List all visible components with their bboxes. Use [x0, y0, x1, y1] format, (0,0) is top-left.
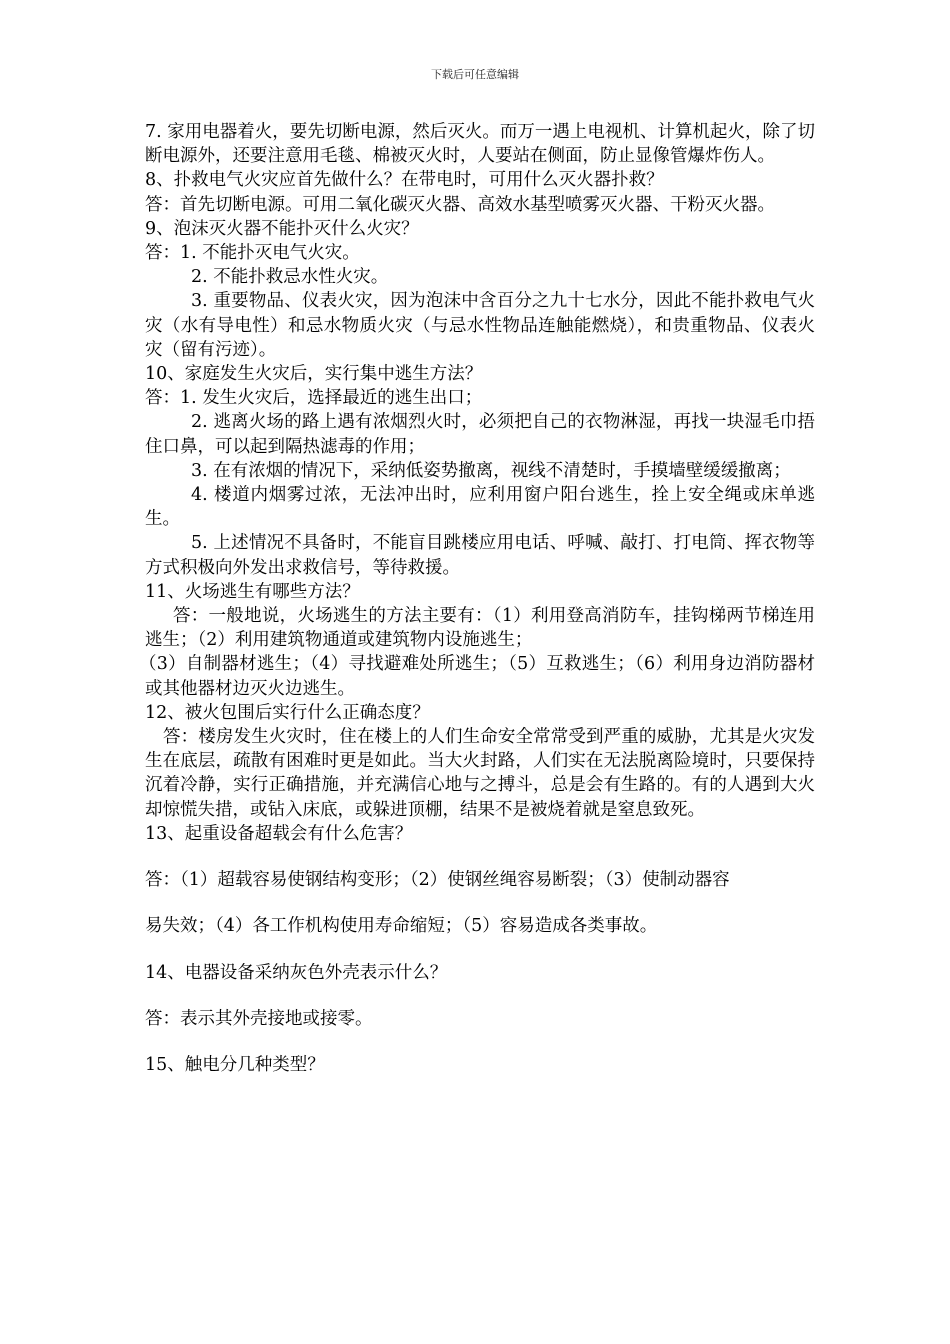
- paragraph: 8、扑救电气火灾应首先做什么？在带电时，可用什么灭火器扑救？: [145, 170, 664, 191]
- paragraph: 14、电器设备采纳灰色外壳表示什么？: [145, 962, 448, 983]
- paragraph: 易失效；（4）各工作机构使用寿命缩短；（5）容易造成各类事故。: [145, 916, 658, 937]
- paragraph: 答：1. 发生火灾后，选择最近的逃生出口；: [145, 388, 483, 409]
- paragraph: 答：（1）超载容易使钢结构变形；（2）使钢丝绳容易断裂；（3）使制动器容: [145, 870, 730, 891]
- paragraph: 11、火场逃生有哪些方法？: [145, 581, 360, 602]
- paragraph: 12、被火包围后实行什么正确态度？: [145, 702, 430, 723]
- paragraph: 2. 逃离火场的路上遇有浓烟烈火时，必须把自己的衣物淋湿，再找一块湿毛巾捂住口鼻，可以起到隔热滤毒的作用；: [145, 412, 815, 457]
- paragraph: 答：表示其外壳接地或接零。: [145, 1008, 373, 1029]
- paragraph: 4. 楼道内烟雾过浓，无法冲出时，应利用窗户阳台逃生，拴上安全绳或床单逃生。: [145, 485, 815, 530]
- paragraph: （3）自制器材逃生；（4）寻找避难处所逃生；（5）互救逃生；（6）利用身边消防器材或其他器材边灭火边逃生。: [139, 654, 815, 699]
- paragraph: 5. 上述情况不具备时，不能盲目跳楼应用电话、呼喊、敲打、打电筒、挥衣物等方式积极向外发出求救信号，等待救援。: [145, 533, 815, 578]
- paragraph: 2. 不能扑救忌水性火灾。: [191, 267, 389, 288]
- paragraph: 答：一般地说，火场逃生的方法主要有：（1）利用登高消防车，挂钩梯两节梯连用逃生；（2）利用建筑物通道或建筑物内设施逃生；: [145, 606, 815, 651]
- paragraph: 10、家庭发生火灾后，实行集中逃生方法？: [145, 364, 483, 385]
- paragraph: 答：楼房发生火灾时，住在楼上的人们生命安全常常受到严重的威胁，尤其是火灾发生在底层，疏散有困难时更是如此。当大火封路，人们实在无法脱离险境时，只要保持沉着冷静，实行正确措施，并充满信心地与之搏斗，总是会有生路的。有的人遇到大火却惊慌失措，或钻入床底，或躲进顶棚，结果不是被烧着就是窒息致死。: [145, 727, 815, 820]
- paragraph: 答：1. 不能扑灭电气火灾。: [145, 243, 360, 264]
- paragraph: 答：首先切断电源。可用二氧化碳灭火器、高效水基型喷雾灭火器、干粉灭火器。: [145, 194, 775, 215]
- paragraph: 15、触电分几种类型？: [145, 1054, 325, 1075]
- paragraph: 13、起重设备超载会有什么危害？: [145, 823, 413, 844]
- paragraph: 9、泡沫灭火器不能扑灭什么火灾？: [145, 218, 419, 239]
- paragraph: 3. 重要物品、仪表火灾，因为泡沫中含百分之九十七水分，因此不能扑救电气火灾（水有导电性）和忌水物质火灾（与忌水性物品连触能燃烧），和贵重物品、仪表火灾（留有污迹）。: [145, 291, 815, 360]
- document-body: [139, 120, 815, 1077]
- page-header: 下载后可任意编辑: [431, 68, 519, 81]
- paragraph: 7. 家用电器着火，要先切断电源，然后灭火。而万一遇上电视机、计算机起火，除了切断电源外，还要注意用毛毯、棉被灭火时，人要站在侧面，防止显像管爆炸伤人。: [145, 122, 815, 167]
- paragraph: 3. 在有浓烟的情况下，采纳低姿势撤离，视线不清楚时，手摸墙壁缓缓撤离；: [191, 460, 791, 481]
